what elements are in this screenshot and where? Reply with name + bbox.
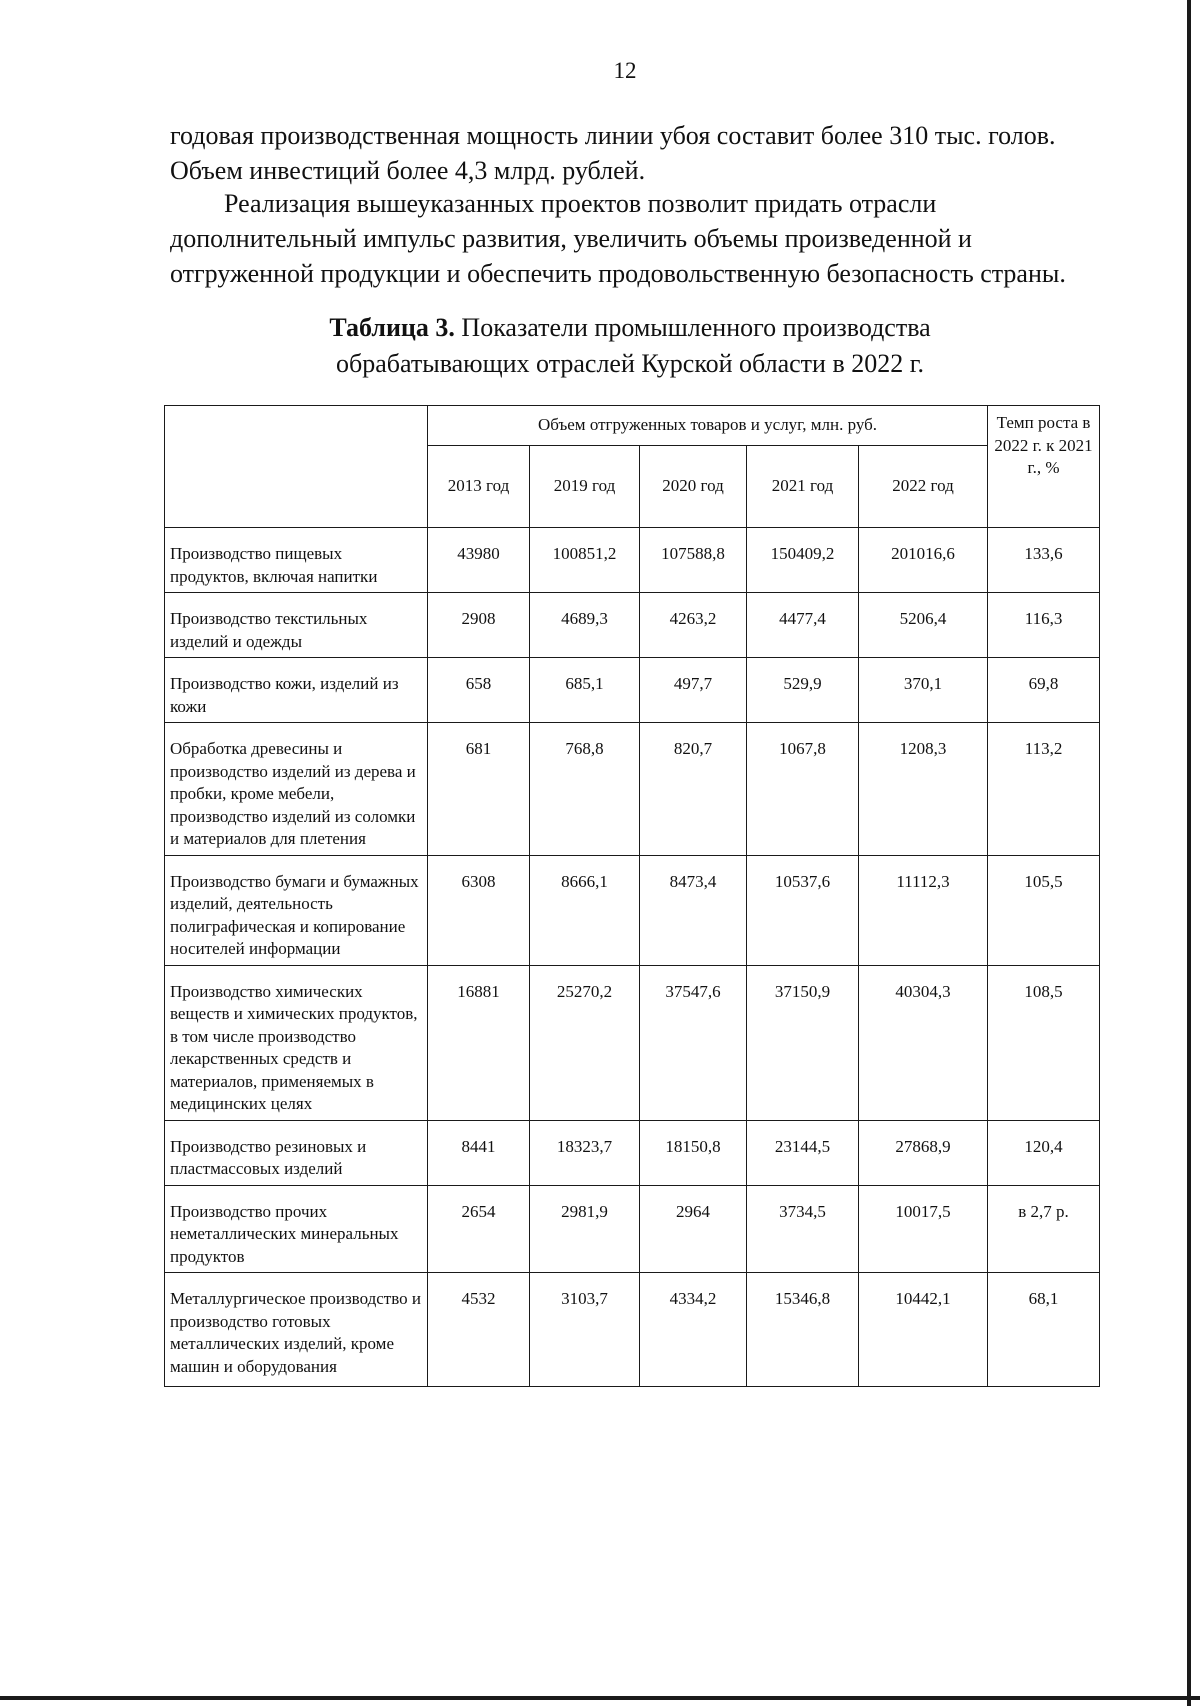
value-cell: 43980 [428,528,530,593]
rate-cell: 105,5 [988,855,1100,965]
table-row [165,658,1100,723]
table-row [165,1273,1100,1387]
value-cell: 25270,2 [530,965,640,1120]
value-cell: 768,8 [530,723,640,856]
value-cell: 370,1 [859,658,988,723]
value-cell: 37547,6 [640,965,747,1120]
value-cell: 10017,5 [859,1185,988,1273]
table-row [165,1120,1100,1185]
value-cell: 681 [428,723,530,856]
value-cell: 4334,2 [640,1273,747,1387]
value-cell: 11112,3 [859,855,988,965]
row-name: Металлургическое производство и производство готовых металлических изделий, кроме машин и оборудования [165,1273,428,1387]
header-year: 2020 год [640,446,747,528]
value-cell: 8666,1 [530,855,640,965]
rate-cell: 113,2 [988,723,1100,856]
rate-cell: 116,3 [988,593,1100,658]
value-cell: 150409,2 [747,528,859,593]
header-shipped-volume: Объем отгруженных товаров и услуг, млн. руб. [428,406,988,446]
value-cell: 18150,8 [640,1120,747,1185]
header-year: 2019 год [530,446,640,528]
value-cell: 40304,3 [859,965,988,1120]
value-cell: 2964 [640,1185,747,1273]
value-cell: 3103,7 [530,1273,640,1387]
value-cell: 37150,9 [747,965,859,1120]
row-name: Обработка древесины и производство изделий из дерева и пробки, кроме мебели, производство изделий из соломки и материалов для плетения [165,723,428,856]
value-cell: 18323,7 [530,1120,640,1185]
value-cell: 5206,4 [859,593,988,658]
value-cell: 23144,5 [747,1120,859,1185]
value-cell: 820,7 [640,723,747,856]
value-cell: 8441 [428,1120,530,1185]
value-cell: 15346,8 [747,1273,859,1387]
row-name: Производство химических веществ и химических продуктов, в том числе производство лекарственных средств и материалов, применяемых в медицинских целях [165,965,428,1120]
header-year: 2021 год [747,446,859,528]
table-row [165,965,1100,1120]
table-row [165,1185,1100,1273]
header-growth-rate: Темп роста в 2022 г. к 2021 г., % [988,406,1100,528]
value-cell: 107588,8 [640,528,747,593]
table-row [165,855,1100,965]
industry-table [164,405,1100,1387]
scan-edge-right [1187,0,1191,1706]
value-cell: 10537,6 [747,855,859,965]
value-cell: 1208,3 [859,723,988,856]
row-name: Производство кожи, изделий из кожи [165,658,428,723]
row-name: Производство текстильных изделий и одежды [165,593,428,658]
value-cell: 2654 [428,1185,530,1273]
table-row [165,723,1100,856]
value-cell: 16881 [428,965,530,1120]
rate-cell: 133,6 [988,528,1100,593]
table-row [165,593,1100,658]
value-cell: 201016,6 [859,528,988,593]
value-cell: 685,1 [530,658,640,723]
scan-edge-bottom [0,1696,1200,1700]
value-cell: 4263,2 [640,593,747,658]
rate-cell: 69,8 [988,658,1100,723]
row-name: Производство прочих неметаллических минеральных продуктов [165,1185,428,1273]
row-name: Производство резиновых и пластмассовых изделий [165,1120,428,1185]
row-name: Производство пищевых продуктов, включая напитки [165,528,428,593]
rate-cell: 68,1 [988,1273,1100,1387]
value-cell: 10442,1 [859,1273,988,1387]
value-cell: 100851,2 [530,528,640,593]
value-cell: 4689,3 [530,593,640,658]
value-cell: 658 [428,658,530,723]
value-cell: 3734,5 [747,1185,859,1273]
value-cell: 2981,9 [530,1185,640,1273]
rate-cell: 108,5 [988,965,1100,1120]
value-cell: 4477,4 [747,593,859,658]
paragraph-2: Реализация вышеуказанных проектов позволит придать отрасли дополнительный импульс развития, увеличить объемы произведенной и отгруженной продукции и обеспечить продовольственную безопасность страны. [170,189,1066,288]
value-cell: 1067,8 [747,723,859,856]
table-caption-title: Показатели промышленного производства обрабатывающих отраслей Курской области в 2022 г. [336,313,931,378]
value-cell: 497,7 [640,658,747,723]
rate-cell: в 2,7 р. [988,1185,1100,1273]
table-caption [230,310,1030,382]
table-row [165,528,1100,593]
paragraph-1: годовая производственная мощность линии убоя составит более 310 тыс. голов. Объем инвестиций более 4,3 млрд. рублей. [170,121,1056,185]
row-name: Производство бумаги и бумажных изделий, деятельность полиграфическая и копирование носителей информации [165,855,428,965]
value-cell: 2908 [428,593,530,658]
header-year: 2022 год [859,446,988,528]
value-cell: 27868,9 [859,1120,988,1185]
value-cell: 529,9 [747,658,859,723]
page-number: 12 [613,58,637,83]
header-empty-cell [165,406,428,528]
value-cell: 4532 [428,1273,530,1387]
table-caption-label: Таблица 3. [329,313,455,342]
value-cell: 8473,4 [640,855,747,965]
header-year: 2013 год [428,446,530,528]
value-cell: 6308 [428,855,530,965]
rate-cell: 120,4 [988,1120,1100,1185]
